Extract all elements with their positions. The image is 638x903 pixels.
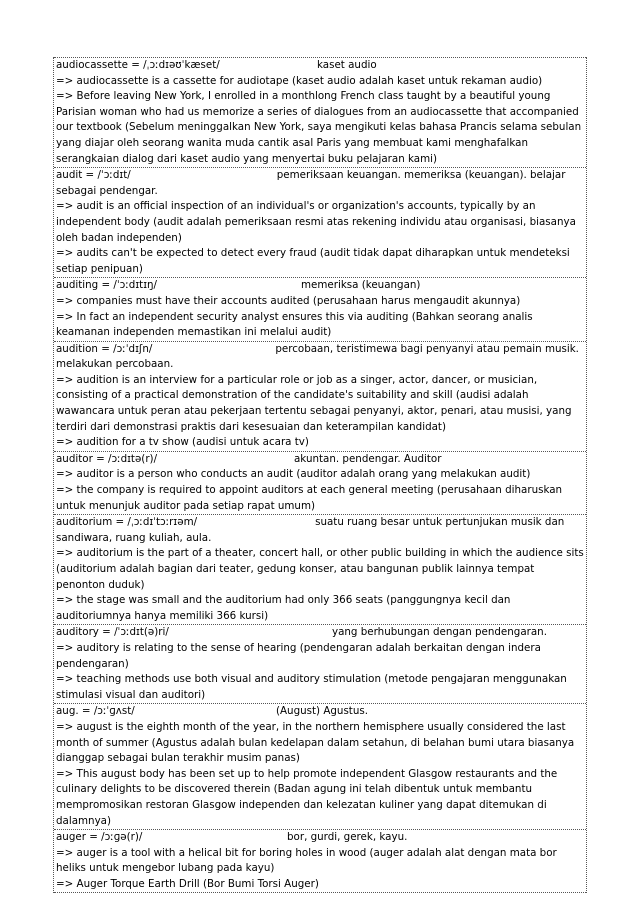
entry-translation: (August) Agustus. — [276, 705, 369, 718]
entry-definition: => audit is an official inspection of an individual's or organization's accounts, typically by an independent body (audit adalah pemeriksaan resmi atas rekening individu atau organisasi, biasanya oleh badan independen) — [56, 200, 576, 244]
entry-definition: => auger is a tool with a helical bit for boring holes in wood (auger adalah alat dengan mata bor heliks untuk mengebor lubang pada kayu) — [56, 846, 557, 875]
entry-audit — [54, 167, 586, 277]
entry-auditory — [54, 624, 586, 703]
entry-definition: => auditor is a person who conducts an audit (auditor adalah orang yang melakukan audit) — [56, 468, 531, 481]
entry-translation: akuntan. pendengar. Auditor — [294, 452, 442, 465]
entry-example: => teaching methods use both visual and auditory stimulation (metode pengajaran menggunakan stimulasi visual dan auditori) — [56, 673, 567, 701]
entry-definition: => august is the eighth month of the year, in the northern hemisphere usually considered the last month of summer (Agustus adalah bulan kedelapan dalam setahun, di belahan bumi utara biasanya dianggap sebagai bulan terakhir musim panas) — [56, 720, 575, 765]
entry-definition: => auditory is relating to the sense of hearing (pendengaran adalah berkaitan dengan indera pendengaran) — [56, 641, 541, 670]
entry-translation: percobaan, teristimewa bagi penyanyi atau pemain musik. melakukan percobaan. — [56, 342, 579, 371]
entry-term: audit = /ˈɔːdɪt/ — [56, 169, 131, 182]
entry-headline — [56, 278, 584, 294]
entry-auditorium — [54, 514, 586, 624]
entry-term: auditorium = /ˌɔːdɪˈtɔːrɪəm/ — [56, 516, 198, 529]
entry-auger — [54, 829, 586, 893]
entry-term: auger = /ɔːɡə(r)/ — [56, 831, 143, 844]
entry-translation: kaset audio — [317, 59, 377, 71]
entry-headline — [56, 342, 584, 373]
entry-example: => audition for a tv show (audisi untuk acara tv) — [56, 436, 309, 449]
entry-headline — [56, 704, 584, 720]
entry-term: auditor = /ɔːdɪtə(r)/ — [56, 452, 158, 465]
entry-term: aug. = /ɔːˈɡʌst/ — [56, 705, 135, 718]
entry-headline — [56, 515, 584, 546]
entry-definition: => auditorium is the part of a theater, concert hall, or other public building in which the audience sits (auditorium adalah bagian dari teater, gedung konser, atau bangunan publik lainnya tempat penonton duduk) — [56, 547, 584, 591]
entry-headline — [56, 168, 584, 199]
entry-headline — [56, 625, 584, 641]
entry-headline — [56, 452, 584, 468]
entry-translation: bor, gurdi, gerek, kayu. — [287, 831, 408, 844]
entry-translation: suatu ruang besar untuk pertunjukan musik dan sandiwara, ruang kuliah, aula. — [56, 516, 565, 544]
dictionary-table — [53, 57, 587, 893]
entry-auditing — [54, 277, 586, 340]
entry-headline — [56, 58, 584, 74]
entry-term: audition = /ɔːˈdɪʃn/ — [56, 342, 153, 355]
entry-term: auditing = /ˈɔːdɪtɪŋ/ — [56, 279, 158, 292]
entry-definition: => companies must have their accounts audited (perusahaan harus mengaudit akunnya) — [56, 294, 521, 307]
entry-example: => the stage was small and the auditorium had only 366 seats (panggungnya kecil dan auditoriumnya hanya memiliki 366 kursi) — [56, 594, 511, 622]
entry-translation: yang berhubungan dengan pendengaran. — [332, 626, 547, 639]
entry-example: => This august body has been set up to help promote independent Glasgow restaurants and the culinary delights to be discovered therein (Badan agung ini telah dibentuk untuk membantu mempromosikan restoran Glasgow independen dan kelezatan kuliner yang dapat ditemukan di dalamnya) — [56, 767, 558, 827]
entry-term: auditory = /ˈɔːdɪt(ə)ri/ — [56, 626, 169, 639]
entry-example: => audits can't be expected to detect every fraud (audit tidak dapat diharapkan untuk mendeteksi setiap penipuan) — [56, 247, 570, 275]
entry-term: audiocassette = /ˌɔːdɪəʊˈkæset/ — [56, 59, 220, 71]
entry-headline — [56, 830, 584, 846]
entry-translation: memeriksa (keuangan) — [301, 279, 421, 292]
entry-auditor — [54, 451, 586, 514]
entry-translation: pemeriksaan keuangan. memeriksa (keuangan). belajar sebagai pendengar. — [56, 169, 566, 197]
entry-definition: => audition is an interview for a particular role or job as a singer, actor, dancer, or musician, consisting of a practical demonstration of the candidate's suitability and skill (audisi adalah wawancara untuk peran atau pekerjaan tertentu sebagai penyanyi, aktor, penari, atau musisi, yang terdiri dari demonstrasi praktis dari kesesuaian dan keterampilan kandidat) — [56, 373, 572, 433]
entry-definition: => audiocassette is a cassette for audiotape (kaset audio adalah kaset untuk rekaman audio) — [56, 74, 543, 87]
entry-audition — [54, 341, 586, 451]
entry-example: => Before leaving New York, I enrolled in a monthlong French class taught by a beautiful young Parisian woman who had us memorize a series of dialogues from an audiocassette that accompanied our textbook (Sebelum meninggalkan New York, saya mengikuti kelas bahasa Prancis selama sebulan yang diajar oleh seorang wanita muda cantik asal Paris yang membuat kami menghafalkan serangkaian dialog dari kaset audio yang menyertai buku pelajaran kami) — [56, 90, 582, 165]
entry-audiocassette — [54, 57, 586, 167]
entry-example: => the company is required to appoint auditors at each general meeting (perusahaan diharuskan untuk menunjuk auditor pada setiap rapat umum) — [56, 484, 563, 512]
entry-example: => In fact an independent security analyst ensures this via auditing (Bahkan seorang analis keamanan independen memastikan ini melalui audit) — [56, 310, 533, 339]
entry-example: => Auger Torque Earth Drill (Bor Bumi Torsi Auger) — [56, 877, 319, 890]
entry-aug — [54, 703, 586, 829]
